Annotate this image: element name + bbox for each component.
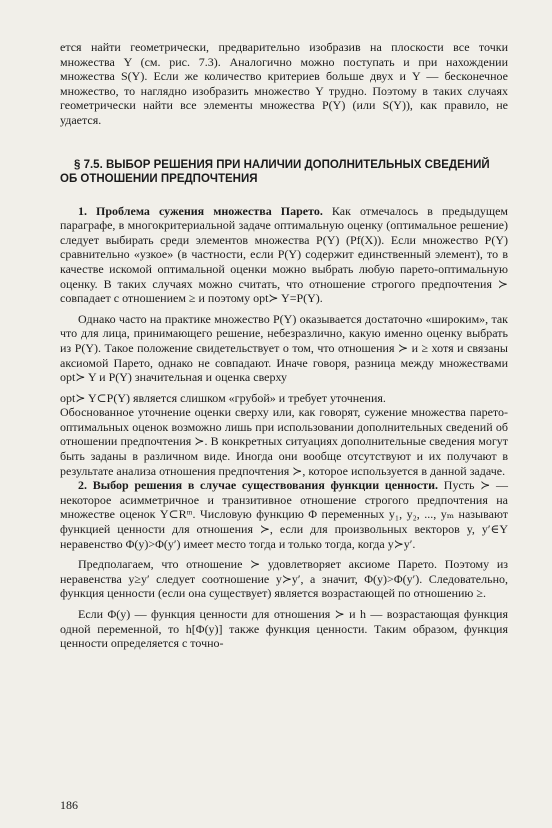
- paragraph-value-function-text: Пусть ≻ — некоторое асимметричное и транзитивное отношение строгого предпочтения на множестве оценок Y⊂Rᵐ. Числовую функцию Φ переменных y₁, y₂, ..., yₘ называют функцией ценности для отношения ≻, если для произвольных векторов y, y′∈Y неравенство Φ(y)>Φ(y′) имеет место тогда и только тогда, когда y≻y′.: [60, 478, 509, 551]
- paragraph-value-function: [60, 478, 508, 551]
- paragraph-pareto-narrowing-text: Как отмечалось в предыдущем параграфе, в многокритериальной задаче оптимальную оценку (оптимальное решение) следует выбирать среди элементов множества P(Y) (Pf(X)). Если множество P(Y) сравнительно «узкое» (в частности, если P(Y) содержит единственный элемент), то в качестве искомой оптимальной оценки можно выбрать любую парето-оптимальную оценку. В таких случаях можно считать, что отношение строгого предпочтения ≻ совпадает с отношением ≥ и поэтому opt≻ Y=P(Y).: [60, 203, 508, 306]
- paragraph-wide-set: Однако часто на практике множество P(Y) оказывается достаточно «широким», так что для лица, принимающего решение, небезразлично, какую именно оценку выбрать из P(Y). Такое положение свидетельствует о том, что отношения ≻ и ≥ хотя и связаны аксиомой Парето, однако не совпадают. Иначе говоря, разница между множествами opt≻ Y и P(Y) значительная и оценка сверху: [60, 311, 508, 385]
- paragraph-pareto-narrowing-title: 1. Проблема сужения множества Парето.: [78, 203, 323, 218]
- formula-line: opt≻ Y⊂P(Y) является слишком «грубой» и требует уточнения.: [60, 390, 386, 405]
- section-heading: § 7.5. ВЫБОР РЕШЕНИЯ ПРИ НАЛИЧИИ ДОПОЛНИТЕЛЬНЫХ СВЕДЕНИЙ ОБ ОТНОШЕНИИ ПРЕДПОЧТЕНИЯ: [60, 158, 490, 185]
- paragraph-pareto-narrowing: [60, 204, 508, 306]
- paragraph-value-function-title: 2. Выбор решения в случае существования функции ценности.: [78, 478, 439, 493]
- paragraph-monotone-transform: Если Φ(y) — функция ценности для отношения ≻ и h — возрастающая функция одной переменной, то h[Φ(y)] также функция ценности. Таким образом, функция ценности определяется с точно-: [60, 607, 508, 651]
- paragraph-refinement: Обоснованное уточнение оценки сверху или, как говорят, сужение множества парето-оптимальных оценок возможно лишь при использовании дополнительных сведений об отношении предпочтения ≻. В конкретных ситуациях дополнительные сведения могут быть заданы в различном виде. Иногда они вообще отсутствуют и их получают в результате анализа отношения предпочтения ≻, которое используется в данной задаче.: [60, 405, 508, 478]
- intro-paragraph: ется найти геометрически, предварительно изобразив на плоскости все точки множества Y (см. рис. 7.3). Аналогично можно поступать и при нахождении множества S(Y). Если же количество критериев больше двух и Y — бесконечное множество, то наглядно изобразить множество Y трудно. Поэтому в таких случаях геометрически найти все элементы множества P(Y) (или S(Y)), как правило, не удается.: [60, 40, 508, 127]
- page-number: 186: [60, 798, 78, 812]
- paragraph-pareto-axiom: Предполагаем, что отношение ≻ удовлетворяет аксиоме Парето. Поэтому из неравенства y≥y′ следует соотношение y≻y′, а значит, Φ(y)>Φ(y′). Следовательно, функция ценности (если она существует) является возрастающей по отношению ≥.: [60, 557, 508, 601]
